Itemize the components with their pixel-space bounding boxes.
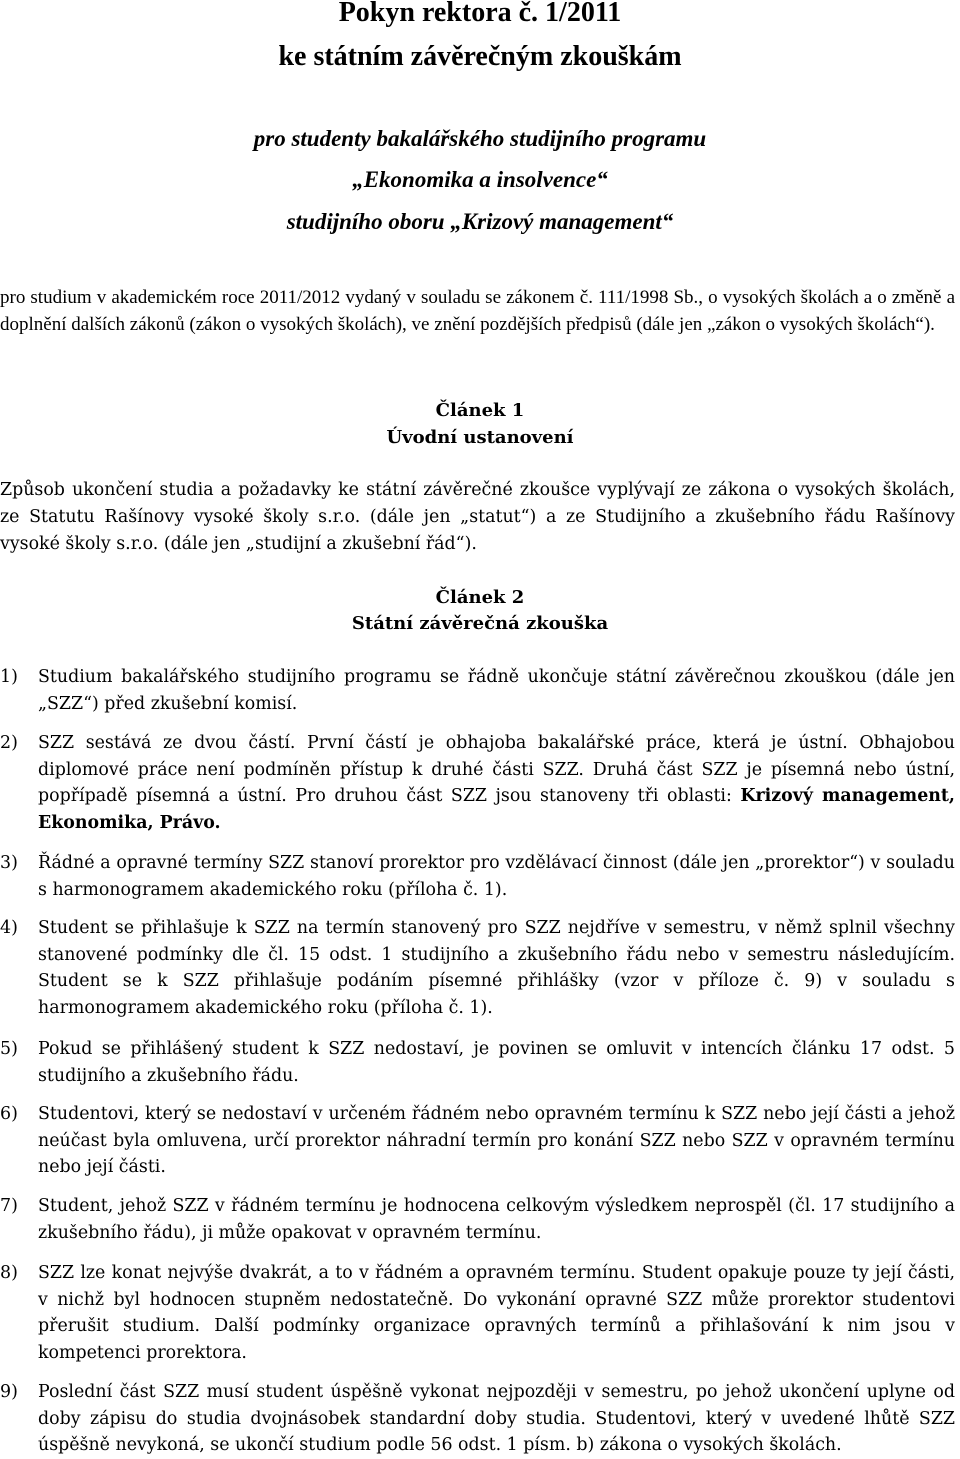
list-item-text: Poslední část SZZ musí student úspěšně vykonat nejpozději v semestru, po jehož ukončení uplyne od doby zápisu do studia dvojnásobek standardní doby studia. Studentovi, který v uvedené lhůtě SZZ úspěšně nevykoná, se ukončí studium podle 56 odst. 1 písm. b) zákona o vysokých školách. xyxy=(38,1382,955,1456)
article-2-number: Článek 2 xyxy=(435,587,525,608)
list-item xyxy=(0,915,955,1021)
program-line-1: pro studenty bakalářského studijního programu xyxy=(253,126,707,151)
list-item xyxy=(0,1379,955,1459)
list-item-text: Pokud se přihlášený student k SZZ nedostaví, je povinen se omluvit v intencích článku 17 odst. 5 studijního a zkušebního řádu. xyxy=(38,1039,955,1086)
list-item-number: 4) xyxy=(0,918,18,938)
list-item-text: Studentovi, který se nedostaví v určeném řádném nebo opravném termínu k SZZ nebo její části a jehož neúčast byla omluvena, určí prorektor náhradní termín pro konání SZZ nebo SZZ v opravném termínu nebo její části. xyxy=(38,1104,955,1178)
intro-paragraph: pro studium v akademickém roce 2011/2012 vydaný v souladu se zákonem č. 111/1998 Sb., o vysokých školách a o změně a doplnění dalších zákonů (zákon o vysokých školách), ve znění pozdějších předpisů (dále jen „zákon o vysokých školách“). xyxy=(0,287,955,335)
article-2-heading: Státní závěrečná zkouška xyxy=(351,613,609,634)
list-item-text: Student se přihlašuje k SZZ na termín stanovený pro SZZ nejdříve v semestru, v němž splnil všechny stanovené podmínky dle čl. 15 odst. 1 studijního a zkušebního řádu nebo v semestru následujícím. Student se k SZZ přihlašuje podáním písemné přihlášky (vzor v příloze č. 9) v souladu s harmonogramem akademického roku (příloha č. 1). xyxy=(38,918,955,1018)
list-item-number: 8) xyxy=(0,1263,18,1283)
list-item-number: 7) xyxy=(0,1196,18,1216)
list-item-number: 3) xyxy=(0,853,18,873)
list-item xyxy=(0,730,955,836)
list-item xyxy=(0,1101,955,1181)
document-title: Pokyn rektora č. 1/2011 xyxy=(338,0,622,28)
list-item xyxy=(0,1260,955,1366)
list-item-text: SZZ lze konat nejvýše dvakrát, a to v řádném a opravném termínu. Student opakuje pouze ty její části, v nichž byl hodnocen stupněm nedostatečně. Do vykonání opravné SZZ může prorektor studentovi přerušit studium. Další podmínky organizace opravných termínů a přihlašování k nim jsou v kompetenci prorektora. xyxy=(38,1263,955,1363)
list-item xyxy=(0,664,955,717)
article-1-heading: Úvodní ustanovení xyxy=(386,427,574,448)
list-item xyxy=(0,1036,955,1089)
list-item-number: 9) xyxy=(0,1382,18,1402)
list-item-text: Řádné a opravné termíny SZZ stanoví prorektor pro vzdělávací činnost (dále jen „prorektor“) v souladu s harmonogramem akademického roku (příloha č. 1). xyxy=(38,853,955,900)
list-item-body xyxy=(38,730,955,836)
list-item xyxy=(0,850,955,903)
list-item-text: SZZ sestává ze dvou částí. První částí je obhajoba bakalářské práce, která je ústní. Obhajobou diplomové práce není podmíněn přístup k druhé části SZZ. Druhá část SZZ je písemná nebo ústní, popřípadě písemná a ústní. Pro druhou část SZZ jsou stanoveny tři oblasti: xyxy=(38,733,955,807)
exam-areas: Krizový management, Ekonomika, Právo. xyxy=(38,786,955,833)
list-item-text: Student, jehož SZZ v řádném termínu je hodnocena celkovým výsledkem neprospěl (čl. 17 studijního a zkušebního řádu), ji může opakovat v opravném termínu. xyxy=(38,1196,955,1243)
list-item-number: 2) xyxy=(0,733,18,753)
program-line-3: studijního oboru „Krizový management“ xyxy=(286,209,674,234)
document-subtitle: ke státním závěrečným zkouškám xyxy=(278,41,682,72)
list-item-number: 1) xyxy=(0,667,18,687)
list-item xyxy=(0,1193,955,1246)
list-item-number: 5) xyxy=(0,1039,18,1059)
article-1-paragraph: Způsob ukončení studia a požadavky ke státní závěrečné zkoušce vyplývají ze zákona o vysokých školách, ze Statutu Rašínovy vysoké školy s.r.o. (dále jen „statut“) a ze Studijního a zkušebního řádu Rašínovy vysoké školy s.r.o. (dále jen „studijní a zkušební řád“). xyxy=(0,480,955,554)
list-item-number: 6) xyxy=(0,1104,18,1124)
program-line-2: „Ekonomika a insolvence“ xyxy=(352,167,608,192)
article-1-number: Článek 1 xyxy=(435,400,525,421)
list-item-text: Studium bakalářského studijního programu se řádně ukončuje státní závěrečnou zkouškou (dále jen „SZZ“) před zkušební komisí. xyxy=(38,667,955,714)
